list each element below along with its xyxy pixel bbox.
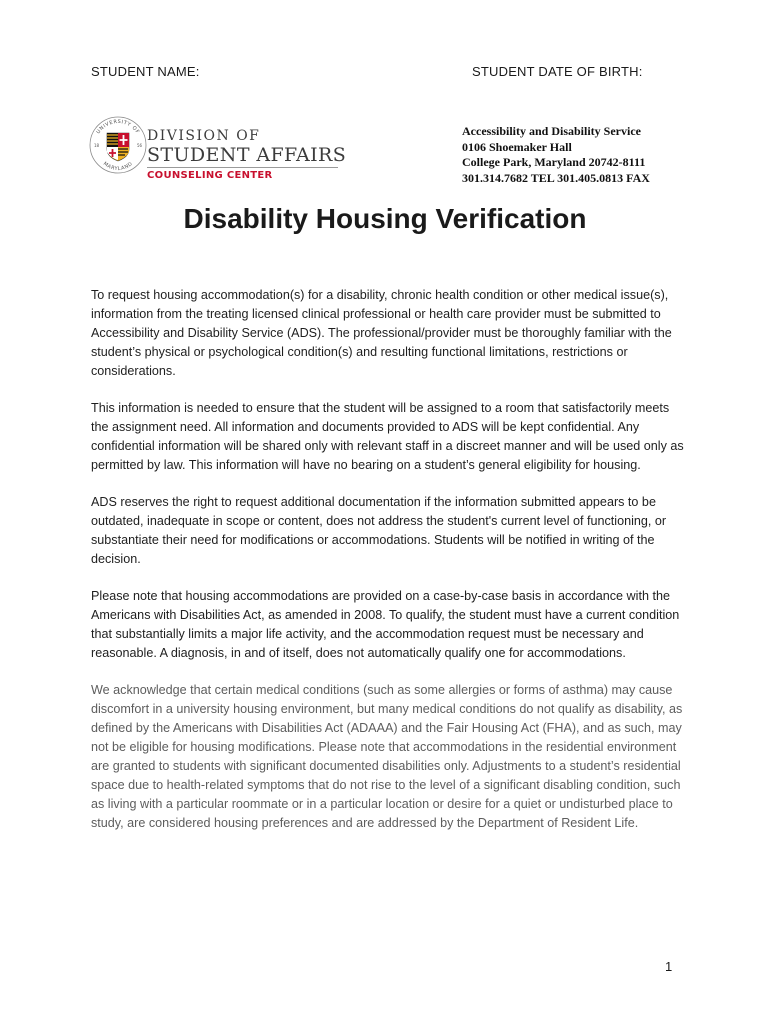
- contact-building: 0106 Shoemaker Hall: [462, 139, 572, 154]
- seal-bottom-text: MARYLAND: [101, 160, 135, 173]
- contact-block: [462, 124, 650, 186]
- student-dob-label: STUDENT DATE OF BIRTH:: [472, 64, 643, 79]
- paragraph-request: To request housing accommodation(s) for a disability, chronic health condition or other medical issue(s), information from the treating licensed clinical professional or health care provider must be submitted to Accessibility and Disability Service (ADS). The professional/provider must be thoroughly familiar with the student’s physical or psychological condition(s) and resulting functional limitations, restrictions or considerations.: [91, 288, 672, 378]
- division-logo: [89, 116, 349, 188]
- maryland-flag-shield: [107, 133, 129, 161]
- page-number: 1: [665, 959, 673, 974]
- contact-office: Accessibility and Disability Service: [462, 124, 641, 138]
- university-seal-icon: [89, 116, 147, 174]
- paragraph-documentation: ADS reserves the right to request additional documentation if the information submitted appears to be outdated, inadequate in scope or content, does not address the student's current level of functioning, or substantiate their need for modifications or accommodations. Students will be notified in writing of the decision.: [91, 495, 667, 566]
- paragraph-ada: Please note that housing accommodations are provided on a case-by-case basis in accordance with the Americans with Disabilities Act, as amended in 2008. To qualify, the student must have a current condition that substantially limits a major life activity, and the accommodation request must be necessary and reasonable. A diagnosis, in and of itself, does not automatically qualify one for accommodations.: [91, 589, 680, 660]
- contact-city: College Park, Maryland 20742-8111: [462, 155, 646, 169]
- logo-student-affairs: STUDENT AFFAIRS: [147, 144, 347, 166]
- student-name-label: STUDENT NAME:: [91, 64, 200, 79]
- document-body: [91, 286, 685, 851]
- contact-phone-fax: 301.314.7682 TEL 301.405.0813 FAX: [462, 170, 650, 185]
- division-wordmark: [147, 128, 346, 182]
- logo-division-of: DIVISION OF: [147, 128, 261, 144]
- paragraph-acknowledgement: We acknowledge that certain medical conditions (such as some allergies or forms of asthma) may cause discomfort in a university housing environment, but many medical conditions do not qualify as disability, as defined by the Americans with Disabilities Act (ADAAA) and the Fair Housing Act (FHA), and as such, may not be eligible for housing modifications. Please note that accommodations in the residential environment are granted to students with significant documented disabilities only. Adjustments to a student’s residential space due to health-related symptoms that do not rise to the level of a significant disabling condition, such as living with a particular roommate or in a particular location or desire for a quiet or undisturbed place to study, are considered housing preferences and are addressed by the Department of Resident Life.: [91, 683, 683, 830]
- seal-left-year: 18: [94, 143, 100, 148]
- logo-counseling-center: COUNSELING CENTER: [147, 170, 273, 181]
- seal-top-text: UNIVERSITY OF: [95, 118, 141, 136]
- seal-right-year: 56: [137, 143, 143, 148]
- paragraph-confidentiality: This information is needed to ensure that the student will be assigned to a room that satisfactorily meets the assignment need. All information and documents provided to ADS will be kept confidential. Any confidential information will be shared only with relevant staff in a discreet manner and will be used only as permitted by law. This information will have no bearing on a student’s general eligibility for housing.: [91, 401, 684, 472]
- page-title: Disability Housing Verification: [183, 203, 587, 234]
- logo-divider: [147, 167, 338, 168]
